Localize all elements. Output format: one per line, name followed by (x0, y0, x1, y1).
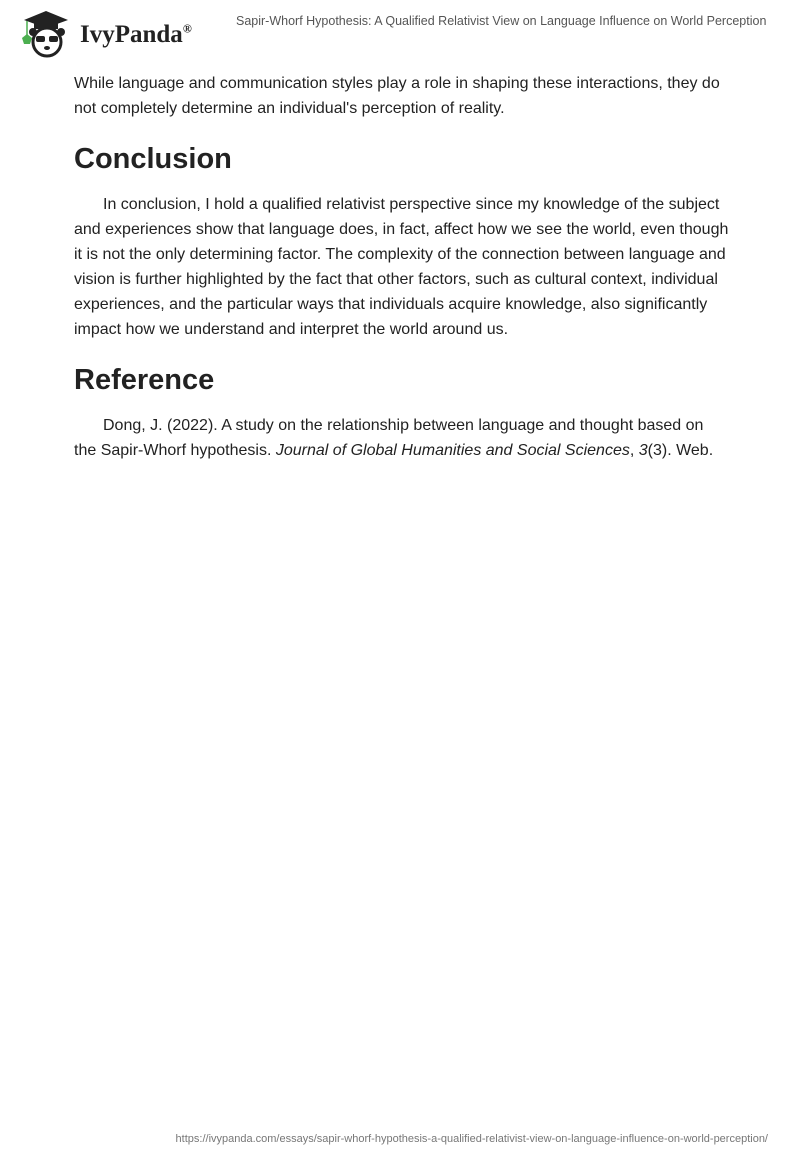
footer-url[interactable]: https://ivypanda.com/essays/sapir-whorf-hypothesis-a-qualified-relativist-view-on-language-influence-on-world-perception/ (175, 1133, 768, 1145)
intro-paragraph: While language and communication styles play a role in shaping these interactions, they do not completely determine an individual's perception of reality. (74, 75, 720, 117)
conclusion-heading: Conclusion (74, 143, 232, 175)
volume: 3 (638, 442, 648, 459)
conclusion-paragraph: In conclusion, I hold a qualified relativist perspective since my knowledge of the subject and experiences show that language does, in fact, affect how we see the world, even though it is not the only determining factor. The complexity of the connection between language and vision is further highlighted by the fact that other factors, such as cultural context, individual experiences, and the particular ways that individuals acquire knowledge, also significantly impact how we understand and interpret the world around us. (74, 196, 729, 338)
essay-content (74, 71, 730, 463)
document-title: Sapir-Whorf Hypothesis: A Qualified Relativist View on Language Influence on World Perception (236, 14, 767, 28)
panda-graduate-icon (18, 8, 74, 58)
ivypanda-logo[interactable] (18, 8, 192, 58)
reference-heading: Reference (74, 364, 215, 396)
journal-title: Journal of Global Humanities and Social Sciences (275, 442, 630, 459)
reference-entry: Dong, J. (2022). A study on the relationship between language and thought based on the Sapir-Whorf hypothesis. Journal of Global Humanities and Social Sciences, 3(3). Web. (74, 417, 714, 459)
logo-text: IvyPanda® (80, 21, 192, 48)
